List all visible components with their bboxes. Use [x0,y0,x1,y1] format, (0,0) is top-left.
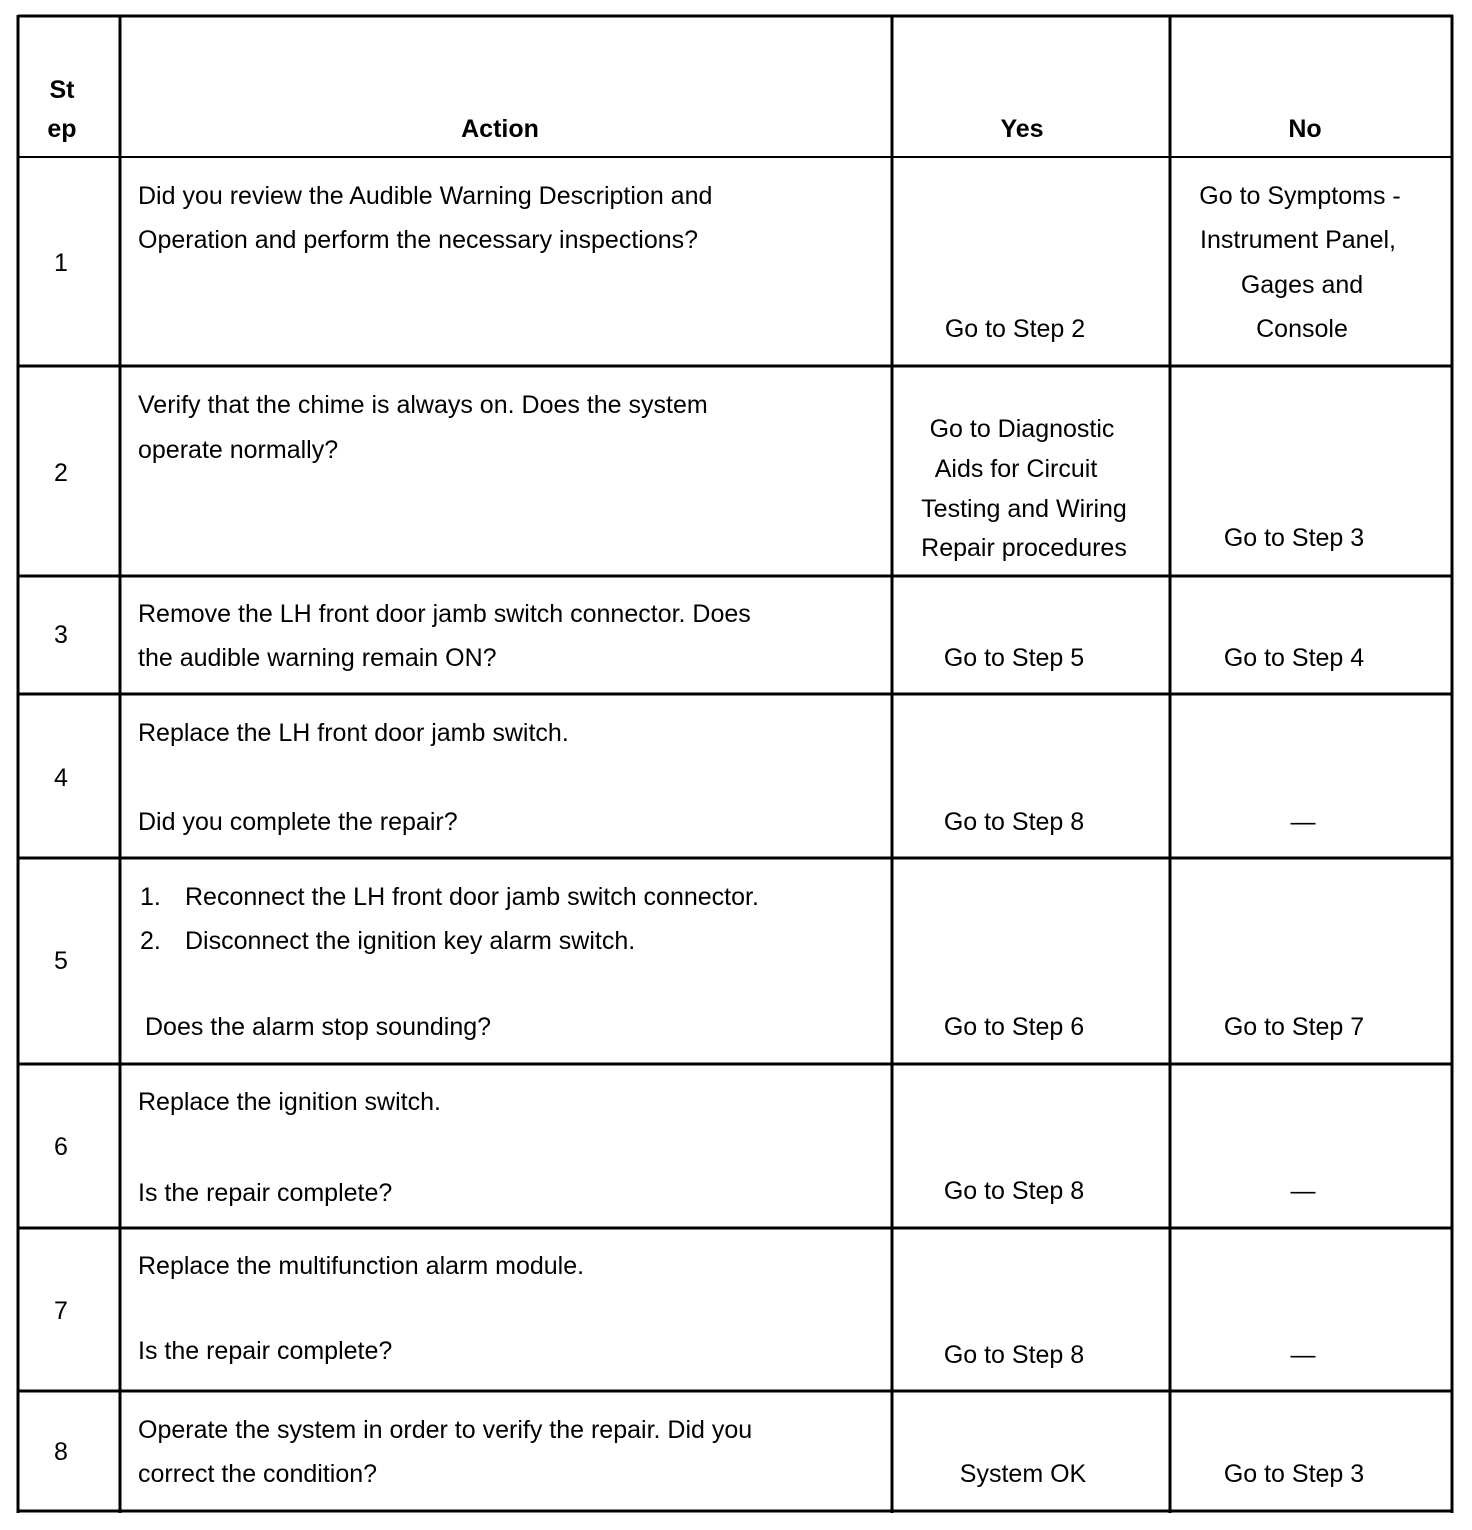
yes-link[interactable]: Repair procedures [921,534,1127,562]
header-action: Action [461,115,539,143]
header-step-line1: St [49,76,75,104]
no-dash: — [1290,1177,1316,1205]
action-text: Verify that the chime is always on. Does the system [138,391,708,419]
yes-link[interactable]: Go to Step 2 [944,315,1086,343]
yes-result: System OK [959,1460,1087,1488]
step-number: 8 [54,1438,68,1466]
no-link[interactable]: Go to Step 4 [1223,644,1365,672]
action-text: the audible warning remain ON? [138,644,497,672]
no-link[interactable]: Gages and [1240,271,1364,299]
yes-link[interactable]: Aids for Circuit [934,455,1098,483]
step-number: 6 [54,1133,68,1161]
no-link[interactable]: Go to Step 7 [1223,1013,1365,1041]
action-text: Did you complete the repair? [138,808,458,836]
list-number: 1. [140,883,161,911]
no-dash: — [1290,1341,1316,1369]
yes-link[interactable]: Go to Step 8 [943,808,1085,836]
header-step-line2: ep [47,115,77,143]
action-text: Replace the multifunction alarm module. [138,1252,585,1280]
no-dash: — [1290,808,1316,836]
action-text: Is the repair complete? [138,1337,393,1365]
yes-link[interactable]: Go to Step 6 [943,1013,1085,1041]
action-text: Does the alarm stop sounding? [145,1013,492,1041]
yes-link[interactable]: Go to Diagnostic [929,415,1115,443]
action-text: Did you review the Audible Warning Description and [138,182,713,210]
yes-link[interactable]: Testing and Wiring [921,495,1127,523]
action-text: operate normally? [138,436,339,464]
no-link[interactable]: Instrument Panel, [1200,226,1396,254]
action-text: Replace the ignition switch. [138,1088,441,1116]
list-number: 2. [140,927,161,955]
step-number: 1 [54,249,68,277]
action-text: correct the condition? [138,1460,378,1488]
step-number: 7 [54,1297,68,1325]
action-text: Is the repair complete? [138,1179,393,1207]
header-no: No [1288,115,1322,143]
no-link[interactable]: Console [1256,315,1348,343]
header-yes: Yes [1000,115,1044,143]
step-number: 2 [54,459,68,487]
no-link[interactable]: Go to Step 3 [1223,524,1365,552]
action-text: Remove the LH front door jamb switch connector. Does [138,600,751,628]
no-link[interactable]: Go to Symptoms - [1199,182,1401,210]
yes-link[interactable]: Go to Step 8 [943,1341,1085,1369]
action-text: Operate the system in order to verify the repair. Did you [138,1416,753,1444]
action-text: Operation and perform the necessary inspections? [138,226,699,254]
step-number: 4 [54,764,68,792]
no-link[interactable]: Go to Step 3 [1223,1460,1365,1488]
step-number: 3 [54,621,68,649]
action-text: Replace the LH front door jamb switch. [138,719,569,747]
yes-link[interactable]: Go to Step 5 [943,644,1085,672]
step-number: 5 [54,947,68,975]
yes-link[interactable]: Go to Step 8 [943,1177,1085,1205]
list-item: Reconnect the LH front door jamb switch connector. [185,883,759,911]
list-item: Disconnect the ignition key alarm switch. [185,927,636,955]
